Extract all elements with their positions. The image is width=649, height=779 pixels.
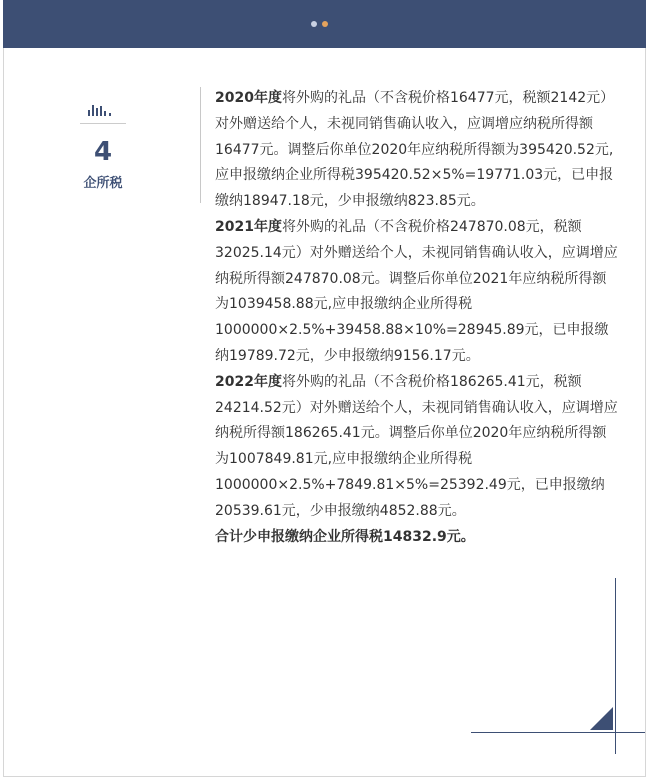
accent-dot-icon [322, 21, 328, 27]
corner-triangle-icon [590, 707, 613, 730]
section-label: 企所税 [83, 176, 123, 191]
paragraph-text: 将外购的礼品（不含税价格186265.41元，税额24214.52元）对外赠送给个人，未视同销售确认收入，应调增应纳税所得额186265.41元。调整后你单位2020年应纳税所得额为1007849.81元,应申报缴纳企业所得税 [215, 373, 618, 468]
year-heading: 2020年度 [215, 90, 282, 106]
calculation-2021: 1000000×2.5%+39458.88×10%=28945.89元，已申报缴纳19789.72元，少申报缴纳9156.17元。 [215, 322, 609, 364]
light-dot-icon [311, 21, 317, 27]
header-bar [3, 0, 646, 48]
section-number: 4 [93, 137, 113, 167]
paragraph-2021 [215, 215, 620, 318]
paragraph-2022 [215, 370, 620, 473]
corner-vertical-line [615, 578, 616, 754]
paragraph-2020 [215, 86, 620, 215]
bar-chart-icon [88, 104, 118, 116]
year-heading: 2022年度 [215, 373, 282, 390]
paragraph-text: 将外购的礼品（不含税价格247870.08元，税额32025.14元）对外赠送给个人，未视同销售确认收入，应调增应纳税所得额247870.08元。调整后你单位2021年应纳税所得额为1039458.88元,应申报缴纳企业所得税 [215, 218, 618, 313]
paragraph-text: 将外购的礼品（不含税价格16477元，税额2142元）对外赠送给个人，未视同销售确认收入，应调增应纳税所得额16477元。调整后你单位2020年应纳税所得额为395420.52元,应申报缴纳企业所得税395420.52×5%=19771.03元，已申报缴纳18947.18元，少申报缴纳823.85元。 [215, 90, 615, 210]
calculation-2022: 1000000×2.5%+7849.81×5%=25392.49元，已申报缴纳20539.61元，少申报缴纳4852.88元。 [215, 476, 605, 519]
document-body [215, 86, 620, 550]
vertical-divider [200, 87, 201, 203]
year-heading: 2021年度 [215, 218, 282, 235]
badge-divider [80, 123, 126, 124]
corner-horizontal-line [471, 732, 645, 733]
total-summary: 合计少申报缴纳企业所得税14832.9元。 [215, 528, 475, 545]
